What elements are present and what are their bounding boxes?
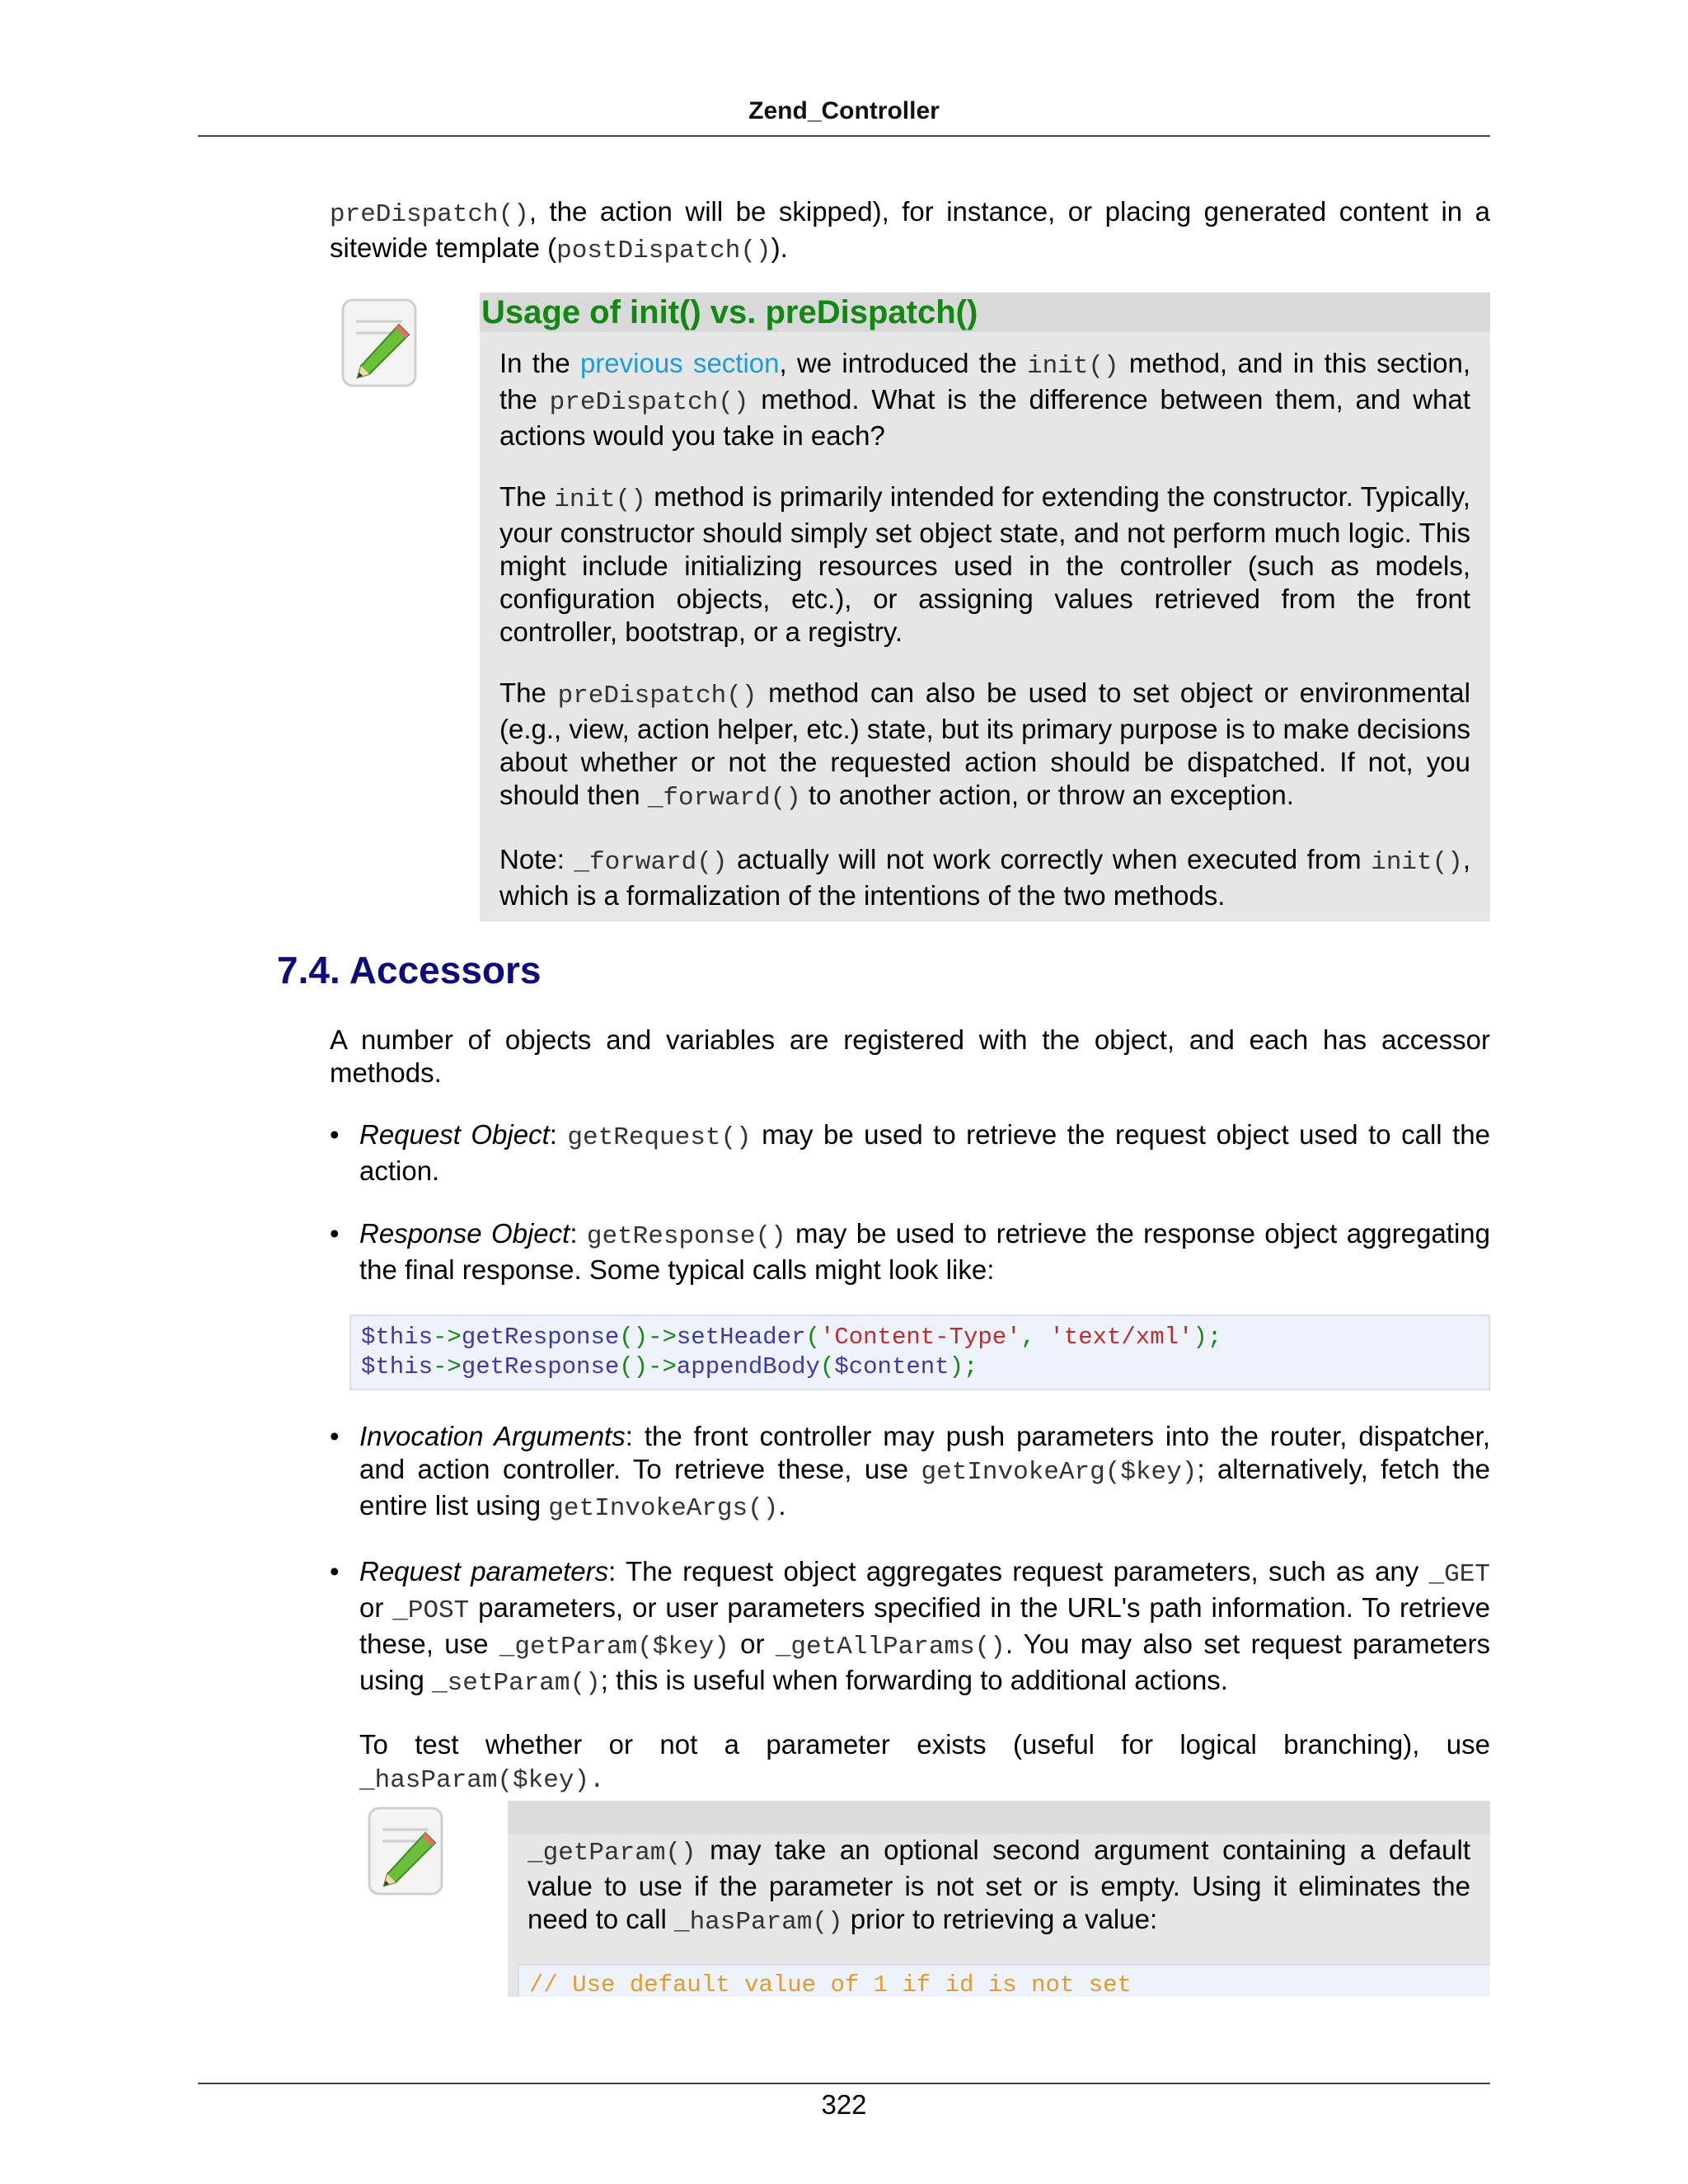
note-paragraph-3: The preDispatch() method can also be used to set object or environmental (e.g., view, action helper, etc.) state, but its primary purpose is to make decisions about whether or not the requested action should be dispatched. If not, you should then _forward() to another action, or throw an exception. [499, 677, 1470, 813]
hasparam-paragraph: To test whether or not a parameter exists (useful for logical branching), use _hasParam($key). [359, 1729, 1490, 1795]
note-box-init-vs-predispatch [480, 293, 1490, 921]
code-postdispatch: postDispatch() [556, 237, 771, 265]
bullet-icon: • [330, 1119, 340, 1150]
note-paragraph-1: In the previous section, we introduced the init() method, and in this section, the preDispatch() method. What is the difference between them, and what actions would you take in each? [499, 348, 1471, 451]
code-forward: _forward() [647, 784, 801, 813]
code-init: init() [1371, 848, 1463, 877]
code-getinvokeargs: getInvokeArgs() [548, 1494, 779, 1523]
bullet-icon: • [330, 1421, 340, 1451]
accessor-list [330, 1118, 1490, 1827]
note-pencil-icon [336, 297, 422, 389]
list-item-request-object: • Request Object: getRequest() may be used to retrieve the request object used to call the action. [330, 1119, 1490, 1186]
header-divider [198, 135, 1490, 137]
accessors-intro: A number of objects and variables are registered with the object, and each has accessor methods. [330, 1024, 1490, 1088]
code-init: init() [1026, 352, 1119, 381]
note-getparam-body: _getParam() may take an optional second argument containing a default value to use if the parameter is not set or is empty. Using it eliminates the need to call _hasParam() prior to retrieving a value: // Use default value of 1 if id is not set [508, 1834, 1490, 1997]
footer-divider [198, 2083, 1490, 2084]
list-item-request-parameters: • Request parameters: The request object aggregates request parameters, such as any _GET or _POST parameters, or user parameters specified in the URL's path information. To retrieve these, use _getParam($key) or _getAllParams(). You may also set request parameters using _setParam(); this is useful when forwarding to additional actions. To test whether or not a parameter exists (useful for logical branching), use _hasParam($key). [330, 1555, 1490, 1797]
list-item-response-object: • Response Object: getResponse() may be used to retrieve the response object aggregating the final response. Some typical calls might look like: $this->getResponse()->setHeader('Content-Type', 'text/xml'); $this->getResponse()->appendBody($content); [330, 1217, 1490, 1390]
note-body [480, 332, 1490, 924]
note-pencil-icon [363, 1805, 448, 1897]
note-box-getparam [508, 1801, 1490, 1997]
code-getrequest: getRequest() [567, 1123, 752, 1152]
code-predispatch: preDispatch() [330, 200, 529, 229]
page-header-title: Zend_Controller [748, 97, 940, 124]
note-paragraph-2: The init() method is primarily intended for extending the constructor. Typically, your constructor should simply set object state, and not perform much logic. This might include initializing resources used in the controller (such as models, configuration objects, etc.), or assigning values retrieved from the front controller, bootstrap, or a registry. [499, 481, 1470, 647]
code-init: init() [554, 485, 646, 514]
code-predispatch: preDispatch() [557, 682, 757, 710]
code-forward: _forward() [574, 848, 728, 877]
page-number: 322 [821, 2089, 867, 2120]
list-item-invocation-arguments: • Invocation Arguments: the front controller may push parameters into the router, dispatcher, and action controller. To retrieve these, use getInvokeArg($key); alternatively, fetch the entire list using getInvokeArgs(). [330, 1421, 1490, 1523]
section-heading: 7.4. Accessors [277, 949, 542, 991]
intro-text-end: ). [771, 232, 788, 263]
bullet-icon: • [330, 1218, 340, 1249]
code-getresponse: getResponse() [586, 1222, 786, 1251]
code-predispatch: preDispatch() [549, 388, 749, 417]
note-title: Usage of init() vs. preDispatch() [480, 293, 1490, 332]
note-paragraph-4: Note: _forward() actually will not work correctly when executed from init(), which is a formalization of the intentions of the two methods. [499, 844, 1471, 911]
code-block-getparam: // Use default value of 1 if id is not set [518, 1964, 1490, 1997]
code-getinvokearg: getInvokeArg($key) [921, 1458, 1198, 1487]
intro-paragraph [330, 195, 1490, 268]
code-block-response: $this->getResponse()->setHeader('Content-Type', 'text/xml'); $this->getResponse()->appendBody($content); [349, 1315, 1490, 1390]
intro-text: , the action will be skipped), for instance, or placing generated content in a sitewide template ( [330, 196, 1490, 263]
note-title-bar [508, 1801, 1490, 1834]
bullet-icon: • [330, 1556, 340, 1586]
previous-section-link[interactable]: previous section [579, 348, 780, 378]
